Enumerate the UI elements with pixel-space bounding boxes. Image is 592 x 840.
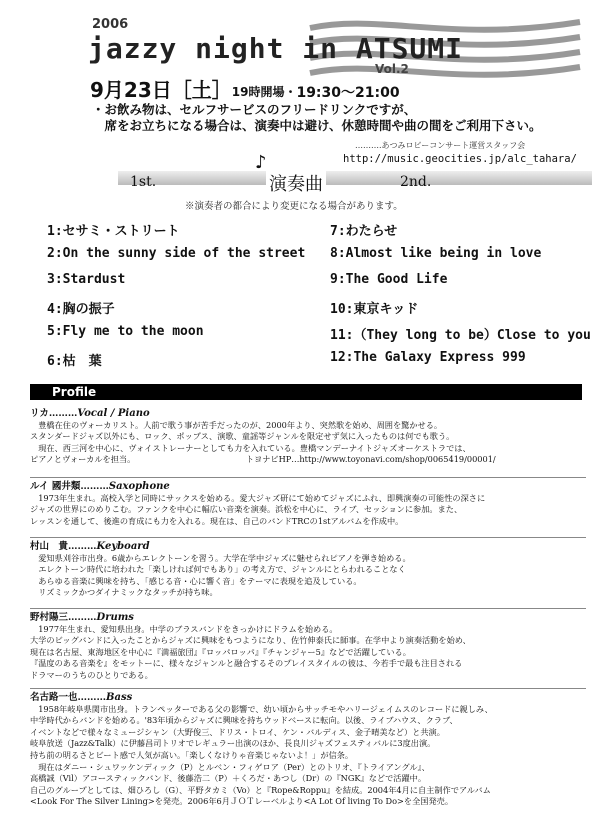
profile-text-line: 『温度のある音楽を』をモットーに、様々なジャンルと融合するそのプレイスタイルの彼は、今若手で最も注目される <box>30 658 463 669</box>
program-band <box>118 171 592 185</box>
member-name: 村山 貴 <box>30 541 69 552</box>
profile-text-line: 高橋誠（Vil）アコースティックバンド、後藤浩二（P）＋くろだ・あつし（Dr）の『NGK』などで活躍中。 <box>30 773 427 784</box>
member-profile-nomura <box>30 612 586 682</box>
member-instrument: Saxophone <box>108 481 170 492</box>
song-item: 3:Stardust <box>47 272 126 287</box>
event-title: jazzy night in ATSUMI <box>88 32 464 65</box>
profile-text-line: 中学時代からバンドを始める。'83年頃からジャズに興味を持ちウッドベースに転向。以後、ライブハウス、クラブ、 <box>30 715 458 726</box>
section-divider <box>30 537 586 538</box>
second-set-label: 2nd. <box>400 174 432 190</box>
event-year: 2006 <box>92 17 129 32</box>
profile-text-line: 豊橋在住のヴォーカリスト。人前で歌う事が苦手だったのが、2000年より、突然歌を始め、周囲を驚かせる。 <box>30 419 443 430</box>
music-note-icon: ♪ <box>255 152 267 173</box>
profile-text-line: 大学のビッグバンドに入ったことからジャズに興味をもつようになり、佐竹伸泰氏に師事。在学中より演奏活動を始め、 <box>30 635 471 646</box>
member-instrument: Drums <box>96 612 134 623</box>
member-instrument: Keyboard <box>96 541 150 552</box>
member-profile-rui <box>30 481 586 527</box>
profile-text-line: 現在は名古屋、東海地区を中心に『満福旅団』『ロッパロッパ』『チャンジャー5』などで活躍している。 <box>30 646 411 657</box>
member-name-line <box>30 541 586 553</box>
profile-text-line: ジャズの世界にのめりこむ。ファンクを中心に幅広い音楽を演奏。浜松を中心に、ライブ、セッションに参加。また、 <box>30 504 463 515</box>
member-instrument: Vocal / Piano <box>77 408 150 419</box>
open-time: 19時開場・ <box>231 85 297 99</box>
notice-line: ・お飲み物は、セルフサービスのフリードリンクですが、 <box>92 102 417 117</box>
profile-text-line: ピアノとヴォーカルを担当。 トヨナビHP…http://www.toyonavi.com/shop/0065419/00001/ <box>30 454 496 465</box>
change-notice: ※演奏者の都合により変更になる場合があります。 <box>185 201 403 212</box>
member-dots: ……… <box>80 481 109 492</box>
date-main: 9月23日［土］ <box>90 78 232 102</box>
member-dots: ……… <box>68 612 97 623</box>
song-item: 9:The Good Life <box>330 272 448 287</box>
section-divider <box>30 608 586 609</box>
member-profile-murayama <box>30 541 586 599</box>
song-item: 6:枯 葉 <box>47 354 102 369</box>
profile-text-line: 1977年生まれ、愛知県出身。中学のブラスバンドをきっかけにドラムを始める。 <box>30 623 338 634</box>
profile-text-line: リズミックかつダイナミックなタッチが持ち味。 <box>30 587 218 598</box>
profile-text-line: 自己のグループとしては、畑ひろし（G）、平野タカミ（Vo）と『Rope&Roppu』を結成。2004年4月に自主制作でアルバム <box>30 784 491 795</box>
member-profile-nagoji <box>30 692 586 808</box>
website-url: http://music.geocities.jp/alc_tahara/ <box>343 153 577 165</box>
song-item: 7:わたらせ <box>330 224 398 239</box>
song-item: 4:胸の振子 <box>47 302 115 317</box>
member-name-line <box>30 481 586 493</box>
member-name-line <box>30 408 586 420</box>
profile-text-line: 1958年岐阜県関市出身。トランペッターである父の影響で、幼い頃からサッチモやハリージェイムスのレコードに親しみ、 <box>30 703 493 714</box>
volume-label: Vol.2 <box>375 62 409 76</box>
show-time: 19:30～21:00 <box>296 85 400 101</box>
song-item: 2:On the sunny side of the street <box>47 246 306 261</box>
profile-header-bar <box>30 384 582 400</box>
profile-text-line: エレクトーン時代に培われた「楽しければ何でもあり」の考え方で、ジャンルにとらわれることなく <box>30 564 406 575</box>
song-item: 1:セサミ・ストリート <box>47 224 180 239</box>
member-name: 野村陽三 <box>30 612 69 623</box>
section-divider <box>30 477 586 478</box>
profile-text-line: あらゆる音楽に興味を持ち、「感じる音・心に響く音」をテーマに表現を追及している。 <box>30 575 362 586</box>
first-set-label: 1st. <box>130 174 157 190</box>
drink-notice <box>92 102 572 134</box>
notice-line: 席をお立ちになる場合は、演奏中は避け、休憩時間や曲の間をご利用下さい。 <box>92 118 542 133</box>
member-name: リカ <box>30 408 49 419</box>
member-name: ルイ 國井類 <box>30 481 81 492</box>
profile-text-line: 岐阜放送（Jazz&Talk）に伊藤昌司トリオでレギュラー出演のほか、長良川ジャズフェスティバルに3度出演。 <box>30 738 436 749</box>
member-profile-rika <box>30 408 586 466</box>
profile-text-line: <Look For The Silver Lining>を発売。2006年6月ＪＯＴレーベルより<A Lot Of living To Do>を全国発売。 <box>30 796 454 807</box>
song-item: 8:Almost like being in love <box>330 246 542 261</box>
profile-text-line: 持ち前の明るさとビート感で人気が高い。「楽しくなけりゃ音楽じゃないよ！」が信条。 <box>30 749 354 760</box>
profile-text-line: 愛知県刈谷市出身。6歳からエレクトーンを習う。大学在学中ジャズに魅せられピアノを弾き始める。 <box>30 552 411 563</box>
member-name-line <box>30 612 586 624</box>
profile-text-line: 現在、西三河を中心に、ヴォイストレーナーとしても力を入れている。豊橋マンデーナイトジャズオーケストラでは、 <box>30 442 471 453</box>
member-dots: ……… <box>77 692 107 703</box>
member-name-line <box>30 692 586 704</box>
profile-text-line: 現在はダニー・シュワッケンディック（P）とルベン・フィゲロア（Per）とのトリオ、『トライアングル』、 <box>30 761 430 772</box>
profile-text-line: スタンダードジャズ以外にも、ロック、ポップス、演歌、童謡等ジャンルを限定せず気に入ったものは何でも歌う。 <box>30 431 455 442</box>
profile-text-line: レッスンを通して、後進の育成にも力を入れる。現在は、自己のバンドTRCの1stアルバムを作成中。 <box>30 515 404 526</box>
profile-text-line: ドラマーのうちのひとりである。 <box>30 669 153 680</box>
event-date <box>90 74 400 103</box>
member-instrument: Bass <box>106 692 133 703</box>
song-item: 12:The Galaxy Express 999 <box>330 350 526 365</box>
song-item: 5:Fly me to the moon <box>47 324 204 339</box>
member-dots: ……… <box>48 408 78 419</box>
profile-text-line: 1973年生まれ。高校入学と同時にサックスを始める。愛大ジャズ研にて始めてジャズにふれ、即興演奏の可能性の深さに <box>30 492 486 503</box>
song-item: 10:東京キッド <box>330 302 419 317</box>
profile-text-line: イベントなどで様々なミュージシャン（大野俊三、ドリス・トロイ、ケン・バルディス、金子晴美など）と共演。 <box>30 726 445 737</box>
section-divider <box>30 688 586 689</box>
member-name: 名古路一也 <box>30 692 78 703</box>
program-title: 演奏曲 <box>266 170 326 196</box>
profile-heading: Profile <box>52 385 97 399</box>
member-dots: ……… <box>68 541 97 552</box>
organizer: ……….あつみロビーコンサート運営スタッフ会 <box>355 141 526 150</box>
song-item: 11:（They long to be）Close to you <box>330 328 591 343</box>
